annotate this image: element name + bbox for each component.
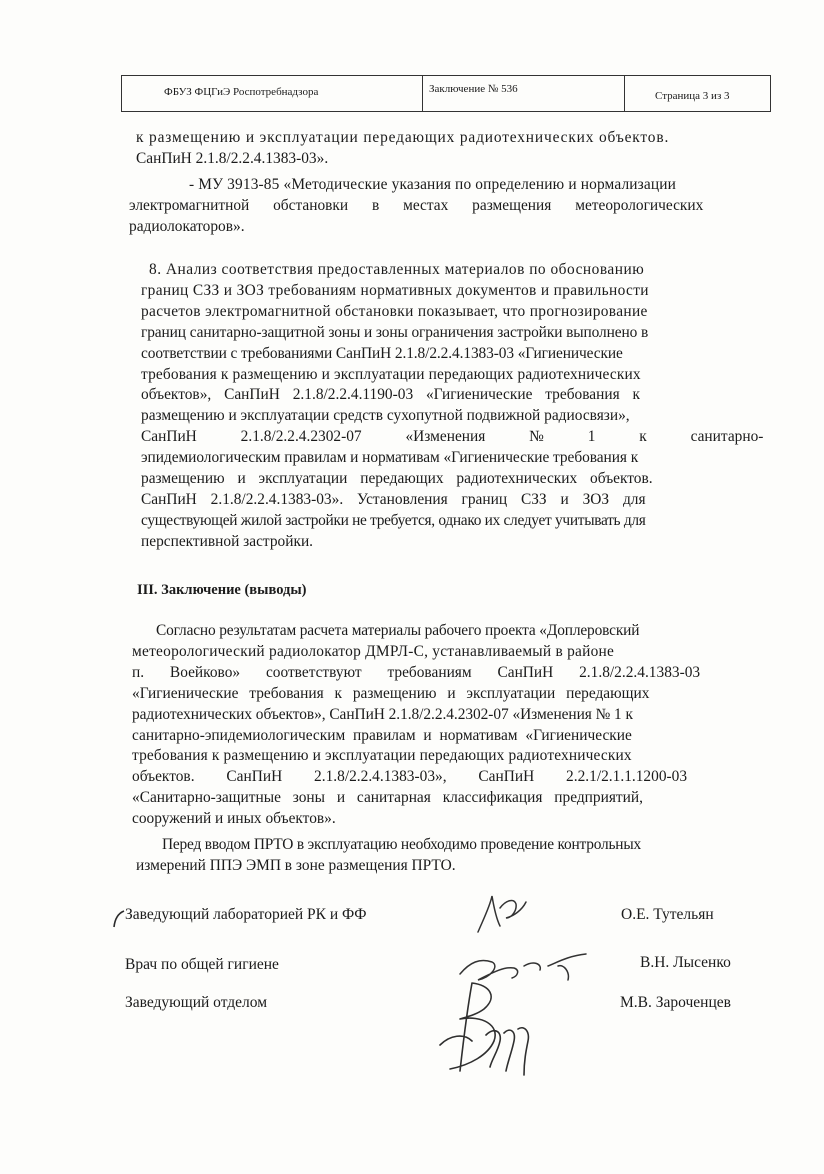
signature-name-2: В.Н. Лысенко [640,954,731,971]
text-line: радиолокаторов». [129,217,245,235]
text-line: расчетов электромагнитной обстановки показывает, что прогнозирование [141,302,648,320]
text-line: электромагнитной обстановки в местах размещения метеорологических [129,196,704,214]
signature-name-3: М.В. Зароченцев [620,994,731,1011]
text-line: к размещению и эксплуатации передающих радиотехнических объектов. [136,129,670,146]
text-line: границ санитарно-защитной зоны и зоны ограничения застройки выполнено в [141,323,649,341]
text-line: п. Воейково» соответствуют требованиям СанПиН 2.1.8/2.2.4.1383-03 [132,663,701,681]
header-organization: ФБУЗ ФЦГиЭ Роспотребнадзора [122,76,423,111]
text-line: размещению и эксплуатации средств сухопутной подвижной радиосвязи», [141,407,630,425]
text-line: Перед вводом ПРТО в эксплуатацию необходимо проведение контрольных [162,836,641,853]
signature-tutelyan-icon [470,888,540,938]
intro-paragraph [136,128,746,170]
text-line: эпидемиологическим правилам и нормативам «Гигиенические требования к [141,449,639,467]
text-line: требования к размещению и эксплуатации передающих радиотехнических [141,365,641,383]
signature-position-3: Заведующий отделом [125,994,268,1011]
text-line: 8. Анализ соответствия предоставленных материалов по обоснованию [149,261,645,278]
text-line: - МУ 3913-85 «Методические указания по определению и нормализации [189,176,677,193]
text-line: сооружений и иных объектов». [132,810,336,828]
final-paragraph [132,835,754,877]
text-line: размещению и эксплуатации передающих радиотехнических объектов. [141,470,653,488]
text-line: санитарно-эпидемиологическим правилам и нормативам «Гигиенические [132,726,632,744]
signature-zarochentsev-icon [420,975,550,1085]
header-conclusion-number: Заключение № 536 [423,76,625,111]
text-line: «Гигиенические требования к размещению и эксплуатации передающих [132,684,650,702]
conclusion-paragraph [132,621,754,830]
text-line: СанПиН 2.1.8/2.2.4.1383-03». [136,149,329,167]
signature-name-1: О.Е. Тутельян [621,906,714,923]
header-page-number: Страница 3 из 3 [655,90,730,102]
text-line: требования к размещению и эксплуатации передающих радиотехнических [132,747,632,765]
text-line: метеорологический радиолокатор ДМРЛ-С, устанавливаемый в районе [132,642,615,660]
text-line: границ СЗЗ и ЗОЗ требованиям нормативных документов и правильности [141,281,649,299]
text-line: Согласно результатам расчета материалы рабочего проекта «Доплеровский [156,622,640,639]
section-8-paragraph [141,260,764,553]
section-3-heading: III. Заключение (выводы) [137,582,307,598]
text-line: СанПиН 2.1.8/2.2.4.1383-03». Установления границ СЗЗ и ЗОЗ для [141,490,646,508]
text-line: «Санитарно-защитные зоны и санитарная классификация предприятий, [132,789,643,807]
pen-mark-icon [111,909,127,931]
text-line: измерений ППЭ ЭМП в зоне размещения ПРТО. [136,856,456,874]
text-line: объектов», СанПиН 2.1.8/2.2.4.1190-03 «Гигиенические требования к [141,386,641,404]
mu-reference-paragraph [129,175,749,238]
page-header-table [121,75,771,112]
signature-position-1: Заведующий лабораторией РК и ФФ [125,906,367,923]
text-line: существующей жилой застройки не требуется, однако их следует учитывать для [141,511,646,529]
text-line: радиотехнических объектов», СанПиН 2.1.8/2.2.4.2302-07 «Изменения № 1 к [132,705,633,723]
signature-position-2: Врач по общей гигиене [125,956,279,973]
text-line: соответствии с требованиями СанПиН 2.1.8/2.2.4.1383-03 «Гигиенические [141,344,623,362]
text-line: СанПиН 2.1.8/2.2.4.2302-07 «Изменения № 1 к санитарно- [141,428,764,446]
text-line: перспективной застройки. [141,532,314,550]
text-line: объектов. СанПиН 2.1.8/2.2.4.1383-03», СанПиН 2.2.1/2.1.1.1200-03 [132,768,688,786]
